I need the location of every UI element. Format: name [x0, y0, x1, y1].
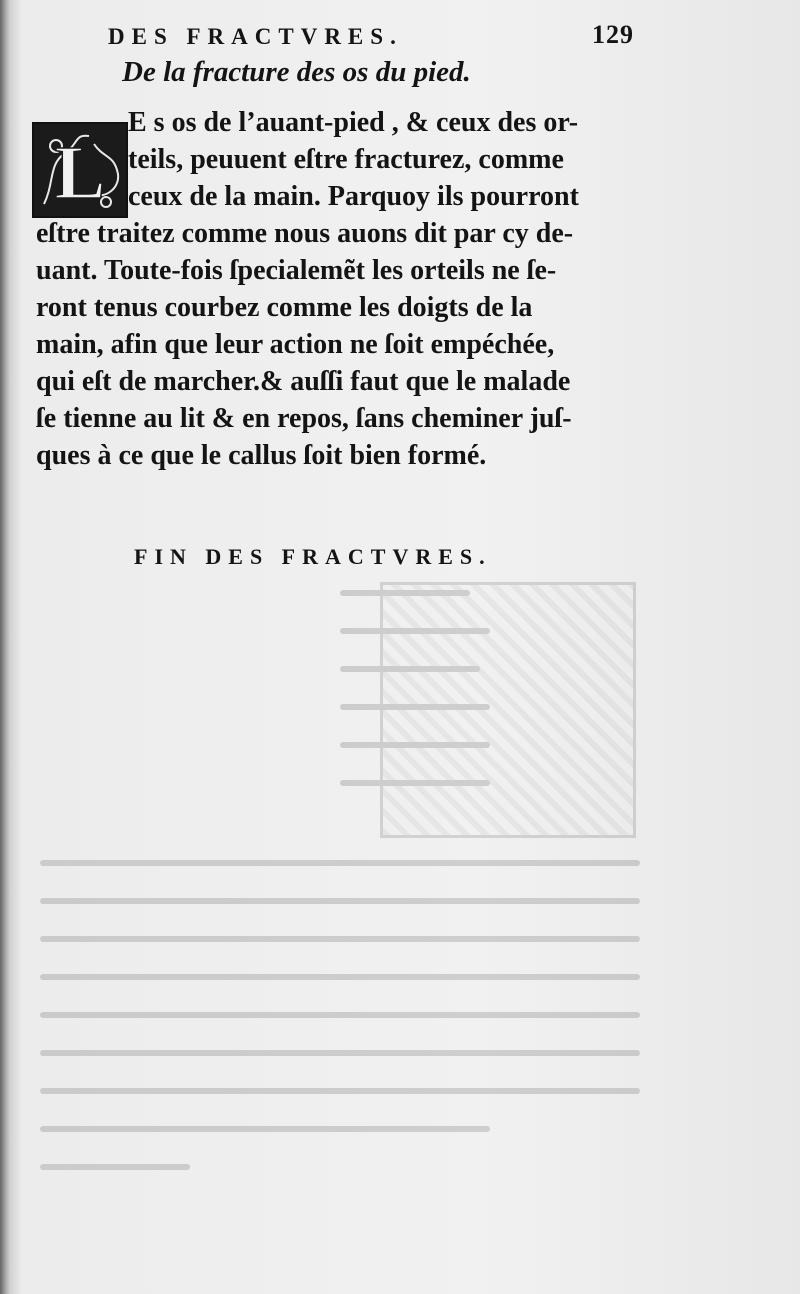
ghost-text-line: [40, 1012, 640, 1018]
text-line: ceux de la main. Parquoy ils pourront: [128, 181, 579, 212]
ghost-text-line: [340, 666, 480, 672]
ghost-text-line: [40, 1164, 190, 1170]
ghost-text-line: [40, 974, 640, 980]
drop-cap-letter: L: [54, 131, 106, 215]
text-line: main, afin que leur action ne ſoit empéchée,: [36, 329, 555, 360]
ghost-text-line: [340, 590, 470, 596]
text-line: qui eſt de marcher.& auſſi faut que le malade: [36, 366, 571, 397]
text-line: uant. Toute-fois ſpecialemẽt les orteils ne ſe-: [36, 255, 557, 286]
running-head: DES FRACTVRES.: [108, 24, 403, 49]
ghost-text-line: [40, 936, 640, 942]
ghost-text-line: [40, 860, 640, 866]
ghost-text-line: [340, 628, 490, 634]
ghost-text-line: [340, 780, 490, 786]
ghost-text-line: [340, 742, 490, 748]
show-through-ghost: [40, 560, 680, 1200]
text-line: ques à ce que le callus ſoit bien formé.: [36, 440, 487, 471]
ghost-text-line: [40, 1050, 640, 1056]
page-header: [108, 20, 638, 54]
end-title: FIN DES FRACTVRES.: [134, 544, 492, 569]
text-line: E s os de l’auant-pied , & ceux des or-: [128, 107, 579, 138]
page-number: 129: [592, 20, 634, 49]
ghost-text-line: [40, 1088, 640, 1094]
text-line: eſtre traitez comme nous auons dit par cy de-: [36, 218, 574, 249]
text-line: teils, peuuent eſtre fracturez, comme: [128, 144, 564, 175]
text-line: ſe tienne au lit & en repos, ſans cheminer juſ-: [36, 403, 572, 434]
ghost-text-line: [340, 704, 490, 710]
gutter-shadow: [0, 0, 10, 1294]
ghost-text-line: [40, 898, 640, 904]
body-paragraph: [36, 104, 640, 474]
section-title: De la fracture des os du pied.: [122, 56, 471, 88]
text-line: ront tenus courbez comme les doigts de la: [36, 292, 533, 323]
ghost-text-line: [40, 1126, 490, 1132]
ghost-ornamental-initial: [380, 582, 636, 838]
